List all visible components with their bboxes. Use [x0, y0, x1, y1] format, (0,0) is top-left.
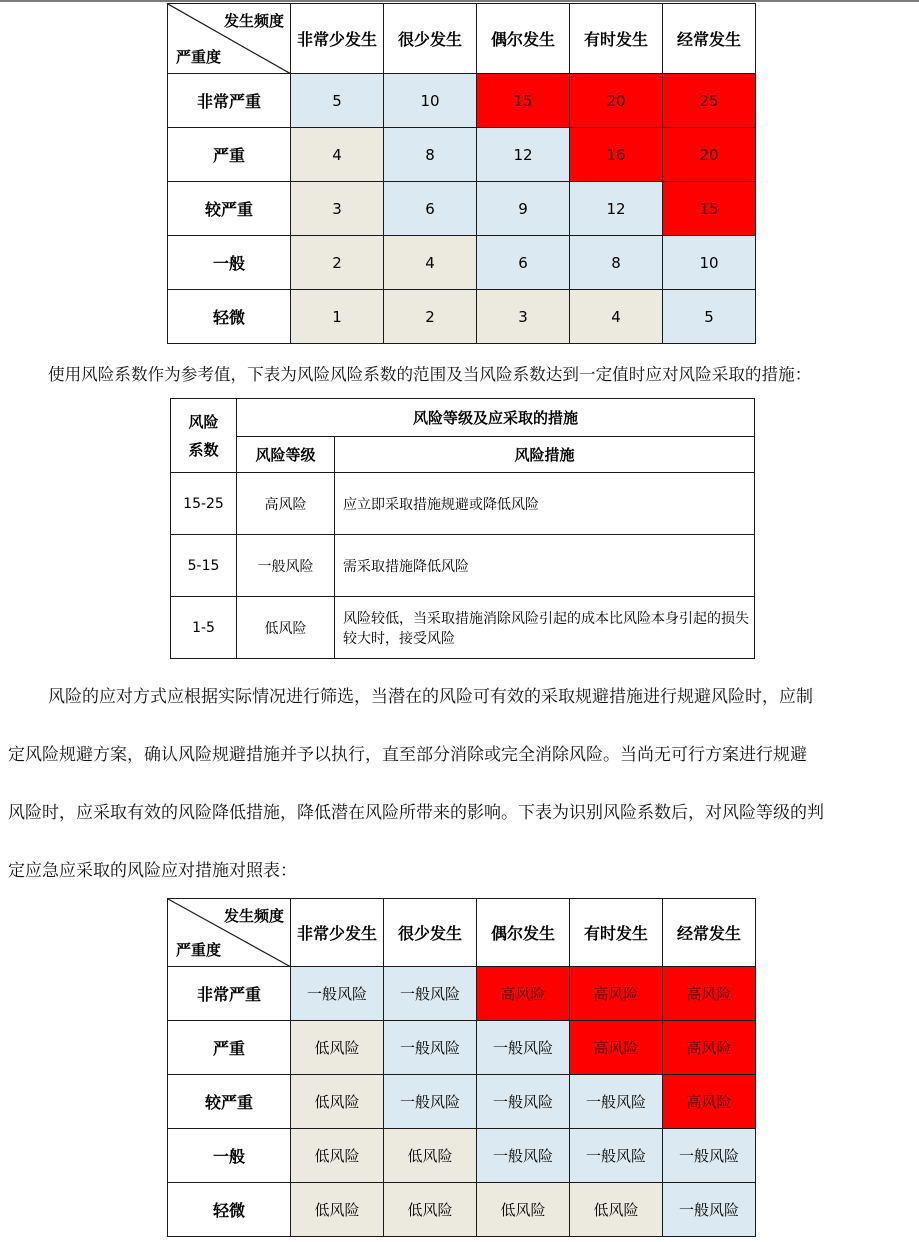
matrix-cell: 9 — [477, 182, 570, 236]
measures-row — [171, 473, 755, 535]
matrix-cell: 一般风险 — [663, 1129, 756, 1183]
row-header: 轻微 — [168, 290, 291, 344]
corner-frequency-label: 发生频度 — [223, 12, 284, 30]
matrix-cell: 5 — [663, 290, 756, 344]
matrix-cell: 1 — [291, 290, 384, 344]
matrix-cell: 15 — [477, 74, 570, 128]
row-header: 较严重 — [168, 1075, 291, 1129]
matrix-cell: 8 — [570, 236, 663, 290]
corner-severity-label: 严重度 — [176, 48, 222, 66]
matrix-cell: 4 — [384, 236, 477, 290]
matrix-row — [168, 74, 756, 128]
risk-level-cell: 一般风险 — [237, 535, 335, 597]
matrix-row — [168, 967, 756, 1021]
matrix-cell: 10 — [384, 74, 477, 128]
matrix-cell: 高风险 — [570, 967, 663, 1021]
col-header: 偶尔发生 — [477, 899, 570, 967]
row-header: 非常严重 — [168, 74, 291, 128]
matrix-cell: 一般风险 — [384, 967, 477, 1021]
matrix-cell: 16 — [570, 128, 663, 182]
measures-header-row — [171, 399, 755, 437]
matrix-row — [168, 1129, 756, 1183]
measures-row — [171, 597, 755, 659]
matrix-cell: 6 — [477, 236, 570, 290]
risk-level-cell: 低风险 — [237, 597, 335, 659]
risk-range-cell: 5-15 — [171, 535, 237, 597]
row-header: 一般 — [168, 236, 291, 290]
row-header: 较严重 — [168, 182, 291, 236]
matrix-cell: 一般风险 — [477, 1129, 570, 1183]
risk-measure-cell: 风险较低，当采取措施消除风险引起的成本比风险本身引起的损失较大时，接受风险 — [335, 597, 755, 659]
col-header: 非常少发生 — [291, 4, 384, 74]
matrix-header-row — [168, 899, 756, 967]
col-header: 经常发生 — [663, 899, 756, 967]
matrix-cell: 4 — [291, 128, 384, 182]
col-header: 偶尔发生 — [477, 4, 570, 74]
matrix-cell: 12 — [570, 182, 663, 236]
matrix-cell: 低风险 — [570, 1183, 663, 1237]
matrix-cell: 2 — [384, 290, 477, 344]
row-header: 严重 — [168, 128, 291, 182]
risk-measure-cell: 应立即采取措施规避或降低风险 — [335, 473, 755, 535]
matrix-row — [168, 236, 756, 290]
matrix-cell: 一般风险 — [477, 1021, 570, 1075]
row-header: 严重 — [168, 1021, 291, 1075]
col-header: 很少发生 — [384, 899, 477, 967]
corner-frequency-label: 发生频度 — [223, 907, 284, 925]
risk-measure-cell: 需采取措施降低风险 — [335, 535, 755, 597]
matrix-cell: 2 — [291, 236, 384, 290]
matrix-cell: 一般风险 — [570, 1075, 663, 1129]
matrix-cell: 3 — [291, 182, 384, 236]
row-header: 轻微 — [168, 1183, 291, 1237]
matrix-cell: 低风险 — [291, 1021, 384, 1075]
matrix-row — [168, 128, 756, 182]
risk-range-cell: 1-5 — [171, 597, 237, 659]
matrix-cell: 高风险 — [663, 1021, 756, 1075]
col-header: 有时发生 — [570, 899, 663, 967]
matrix-cell: 12 — [477, 128, 570, 182]
body-line: 风险时，应采取有效的风险降低措施，降低潜在风险所带来的影响。下表为识别风险系数后，对风险等级的判 — [8, 803, 824, 823]
matrix-cell: 20 — [570, 74, 663, 128]
matrix-cell: 高风险 — [570, 1021, 663, 1075]
matrix-row — [168, 182, 756, 236]
body-line: 定风险规避方案，确认风险规避措施并予以执行，直至部分消除或完全消除风险。当尚无可行方案进行规避 — [8, 745, 807, 765]
matrix-cell: 20 — [663, 128, 756, 182]
coef-header: 风险系数 — [171, 399, 237, 473]
matrix-cell: 5 — [291, 74, 384, 128]
matrix-corner-cell — [168, 4, 291, 74]
matrix-header-row — [168, 4, 756, 74]
matrix-cell: 低风险 — [477, 1183, 570, 1237]
col-header: 经常发生 — [663, 4, 756, 74]
group-header: 风险等级及应采取的措施 — [237, 399, 755, 437]
risk-level-cell: 高风险 — [237, 473, 335, 535]
measures-subheader-row — [171, 437, 755, 473]
matrix-cell: 一般风险 — [384, 1075, 477, 1129]
risk-score-matrix — [167, 3, 756, 344]
matrix-cell: 低风险 — [384, 1183, 477, 1237]
col-header: 有时发生 — [570, 4, 663, 74]
body-line: 定应急应采取的风险应对措施对照表： — [8, 861, 297, 881]
col-header: 很少发生 — [384, 4, 477, 74]
matrix-cell: 3 — [477, 290, 570, 344]
matrix-cell: 一般风险 — [291, 967, 384, 1021]
level-header: 风险等级 — [237, 437, 335, 473]
matrix-cell: 低风险 — [291, 1075, 384, 1129]
matrix-cell: 高风险 — [477, 967, 570, 1021]
matrix-cell: 一般风险 — [477, 1075, 570, 1129]
corner-severity-label: 严重度 — [176, 941, 222, 959]
matrix-cell: 10 — [663, 236, 756, 290]
matrix-cell: 15 — [663, 182, 756, 236]
matrix-cell: 25 — [663, 74, 756, 128]
body-line: 风险的应对方式应根据实际情况进行筛选，当潜在的风险可有效的采取规避措施进行规避风险时，应制 — [48, 687, 813, 707]
measures-row — [171, 535, 755, 597]
matrix-cell: 低风险 — [291, 1183, 384, 1237]
matrix-corner-cell — [168, 899, 291, 967]
matrix-cell: 一般风险 — [570, 1129, 663, 1183]
matrix-cell: 8 — [384, 128, 477, 182]
risk-range-cell: 15-25 — [171, 473, 237, 535]
matrix-cell: 低风险 — [384, 1129, 477, 1183]
intro-paragraph: 使用风险系数作为参考值，下表为风险风险系数的范围及当风险系数达到一定值时应对风险采取的措施： — [48, 365, 812, 384]
matrix-cell: 高风险 — [663, 967, 756, 1021]
matrix-cell: 4 — [570, 290, 663, 344]
page-top-rule — [0, 0, 919, 2]
matrix-row — [168, 1183, 756, 1237]
matrix-cell: 低风险 — [291, 1129, 384, 1183]
col-header: 非常少发生 — [291, 899, 384, 967]
matrix-cell: 6 — [384, 182, 477, 236]
matrix-cell: 一般风险 — [384, 1021, 477, 1075]
matrix-cell: 高风险 — [663, 1075, 756, 1129]
risk-level-matrix — [167, 898, 756, 1237]
matrix-row — [168, 290, 756, 344]
row-header: 非常严重 — [168, 967, 291, 1021]
row-header: 一般 — [168, 1129, 291, 1183]
matrix-row — [168, 1075, 756, 1129]
risk-measures-table — [170, 398, 755, 659]
measure-header: 风险措施 — [335, 437, 755, 473]
matrix-row — [168, 1021, 756, 1075]
matrix-cell: 一般风险 — [663, 1183, 756, 1237]
